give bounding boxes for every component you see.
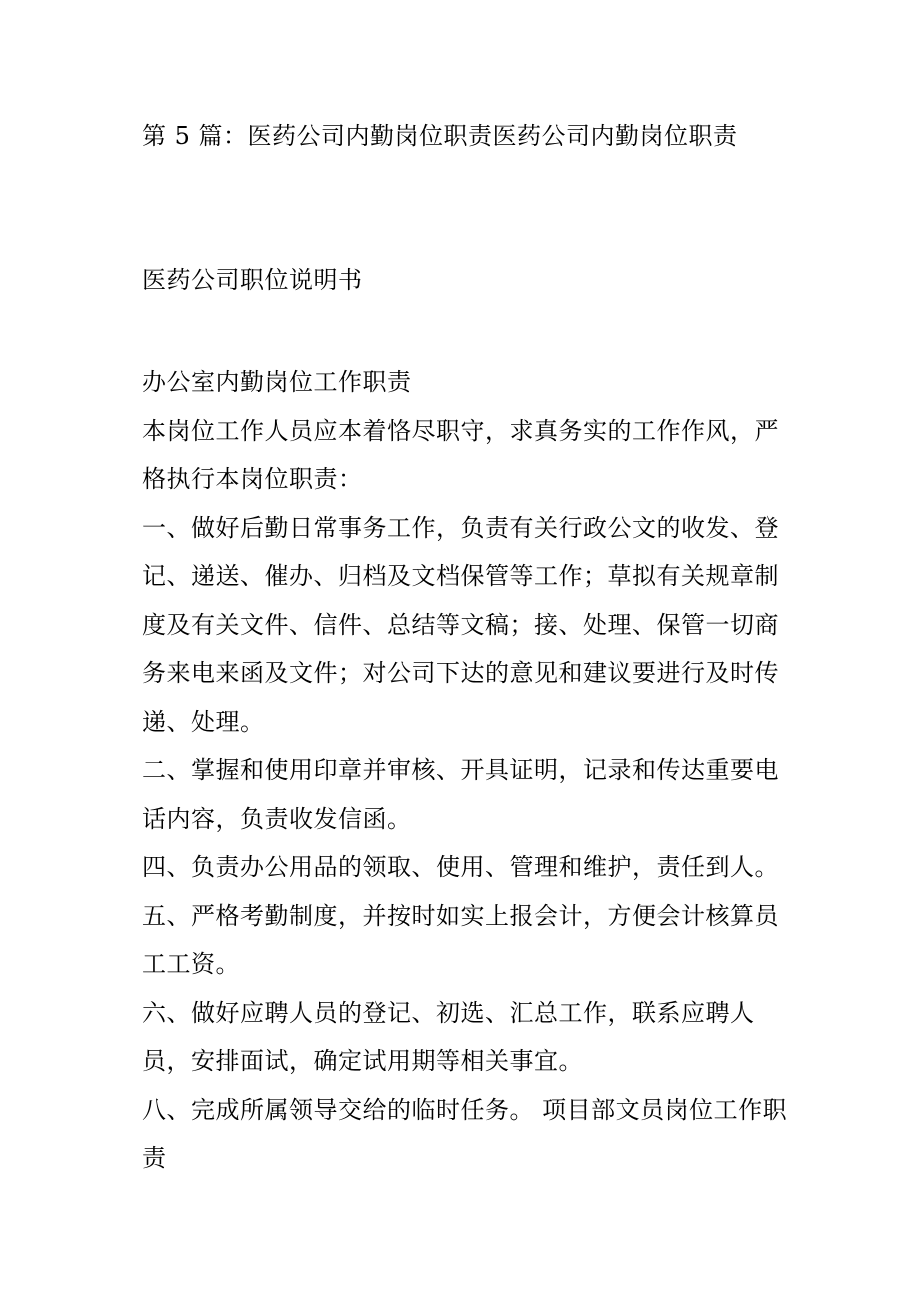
section-heading: 办公室内勤岗位工作职责 bbox=[142, 368, 412, 396]
paragraph-item-4: 四、负责办公用品的领取、使用、管理和维护，责任到人。 bbox=[142, 853, 779, 881]
document-title: 第 5 篇：医药公司内勤岗位职责医药公司内勤岗位职责 bbox=[142, 122, 738, 150]
paragraph-item-6: 六、做好应聘人员的登记、初选、汇总工作，联系应聘人员，安排面试，确定试用期等相关事宜。 bbox=[142, 998, 755, 1075]
paragraph-item-5: 五、严格考勤制度，并按时如实上报会计，方便会计核算员工工资。 bbox=[142, 901, 779, 978]
paragraph-intro: 本岗位工作人员应本着恪尽职守，求真务实的工作作风，严格执行本岗位职责： bbox=[142, 416, 779, 493]
paragraph-item-1: 一、做好后勤日常事务工作，负责有关行政公文的收发、登记、递送、催办、归档及文档保管等工作；草拟有关规章制度及有关文件、信件、总结等文稿；接、处理、保管一切商务来电来函及文件；对公司下达的意见和建议要进行及时传递、处理。 bbox=[142, 513, 779, 736]
paragraph-item-8: 八、完成所属领导交给的临时任务。 项目部文员岗位工作职责 bbox=[142, 1095, 788, 1172]
document-subtitle: 医药公司职位说明书 bbox=[142, 266, 363, 294]
paragraph-item-2: 二、掌握和使用印章并审核、开具证明，记录和传达重要电话内容，负责收发信函。 bbox=[142, 756, 779, 833]
document-body bbox=[142, 358, 797, 1183]
